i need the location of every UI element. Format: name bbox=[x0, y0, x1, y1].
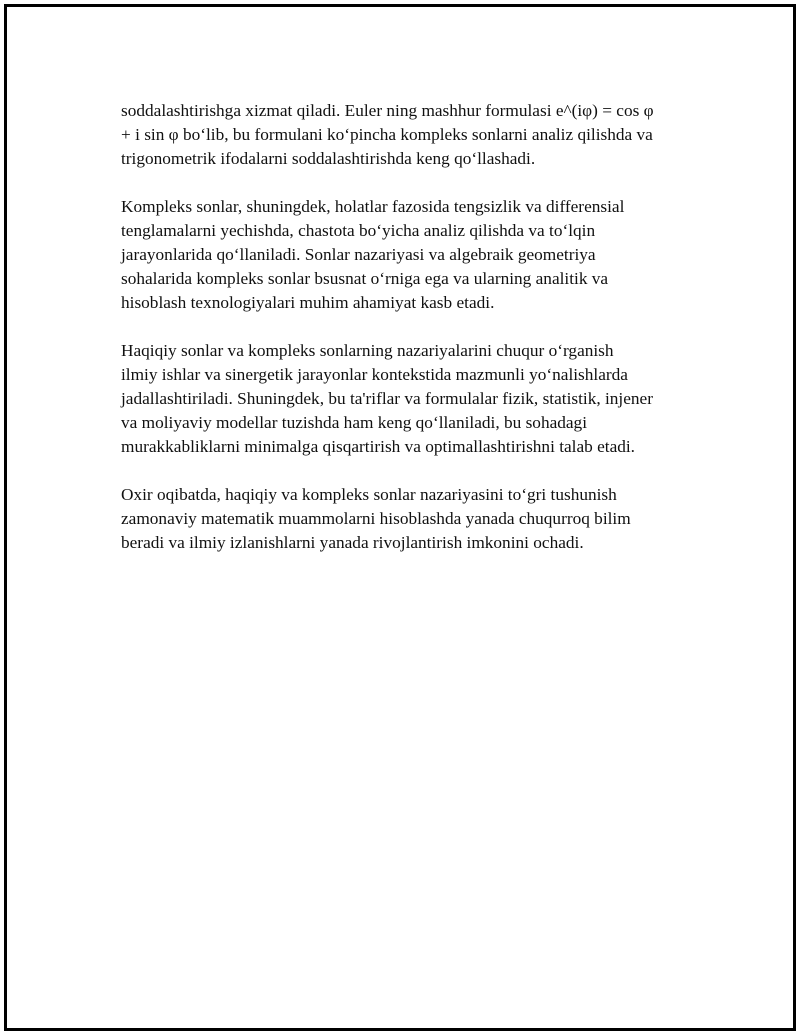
text-line: sohalarida kompleks sonlar bsusnat o‘rniga ega va ularning analitik va bbox=[121, 269, 609, 288]
paragraph-complex-applications bbox=[121, 195, 695, 315]
text-line: hisoblash texnologiyalari muhim ahamiyat kasb etadi. bbox=[121, 293, 495, 312]
paragraph-theory-research bbox=[121, 339, 695, 459]
text-line: zamonaviy matematik muammolarni hisoblashda yanada chuqurroq bilim bbox=[121, 509, 631, 528]
text-line: va moliyaviy modellar tuzishda ham keng qo‘llaniladi, bu sohadagi bbox=[121, 413, 588, 432]
text-line: Oxir oqibatda, haqiqiy va kompleks sonlar nazariyasini to‘gri tushunish bbox=[121, 485, 617, 504]
text-line: Kompleks sonlar, shuningdek, holatlar fazosida tengsizlik va differensial bbox=[121, 197, 625, 216]
text-line: Haqiqiy sonlar va kompleks sonlarning nazariyalarini chuqur o‘rganish bbox=[121, 341, 614, 360]
text-line: trigonometrik ifodalarni soddalashtirishda keng qo‘llashadi. bbox=[121, 149, 536, 168]
paragraph-euler-formula bbox=[121, 99, 695, 171]
text-line: soddalashtirishga xizmat qiladi. Euler ning mashhur formulasi e^(iφ) = cos φ bbox=[121, 101, 654, 120]
text-line: beradi va ilmiy izlanishlarni yanada rivojlantirish imkonini ochadi. bbox=[121, 533, 584, 552]
paragraph-conclusion bbox=[121, 483, 695, 555]
text-line: + i sin φ bo‘lib, bu formulani ko‘pincha kompleks sonlarni analiz qilishda va bbox=[121, 125, 653, 144]
page-frame bbox=[4, 4, 796, 1031]
text-line: jarayonlarida qo‘llaniladi. Sonlar nazariyasi va algebraik geometriya bbox=[121, 245, 596, 264]
text-line: ilmiy ishlar va sinergetik jarayonlar kontekstida mazmunli yo‘nalishlarda bbox=[121, 365, 628, 384]
text-line: jadallashtiriladi. Shuningdek, bu ta'riflar va formulalar fizik, statistik, injener bbox=[121, 389, 653, 408]
text-line: murakkabliklarni minimalga qisqartirish va optimallashtirishni talab etadi. bbox=[121, 437, 635, 456]
text-line: tenglamalarni yechishda, chastota bo‘yicha analiz qilishda va to‘lqin bbox=[121, 221, 596, 240]
document-body bbox=[121, 99, 695, 579]
